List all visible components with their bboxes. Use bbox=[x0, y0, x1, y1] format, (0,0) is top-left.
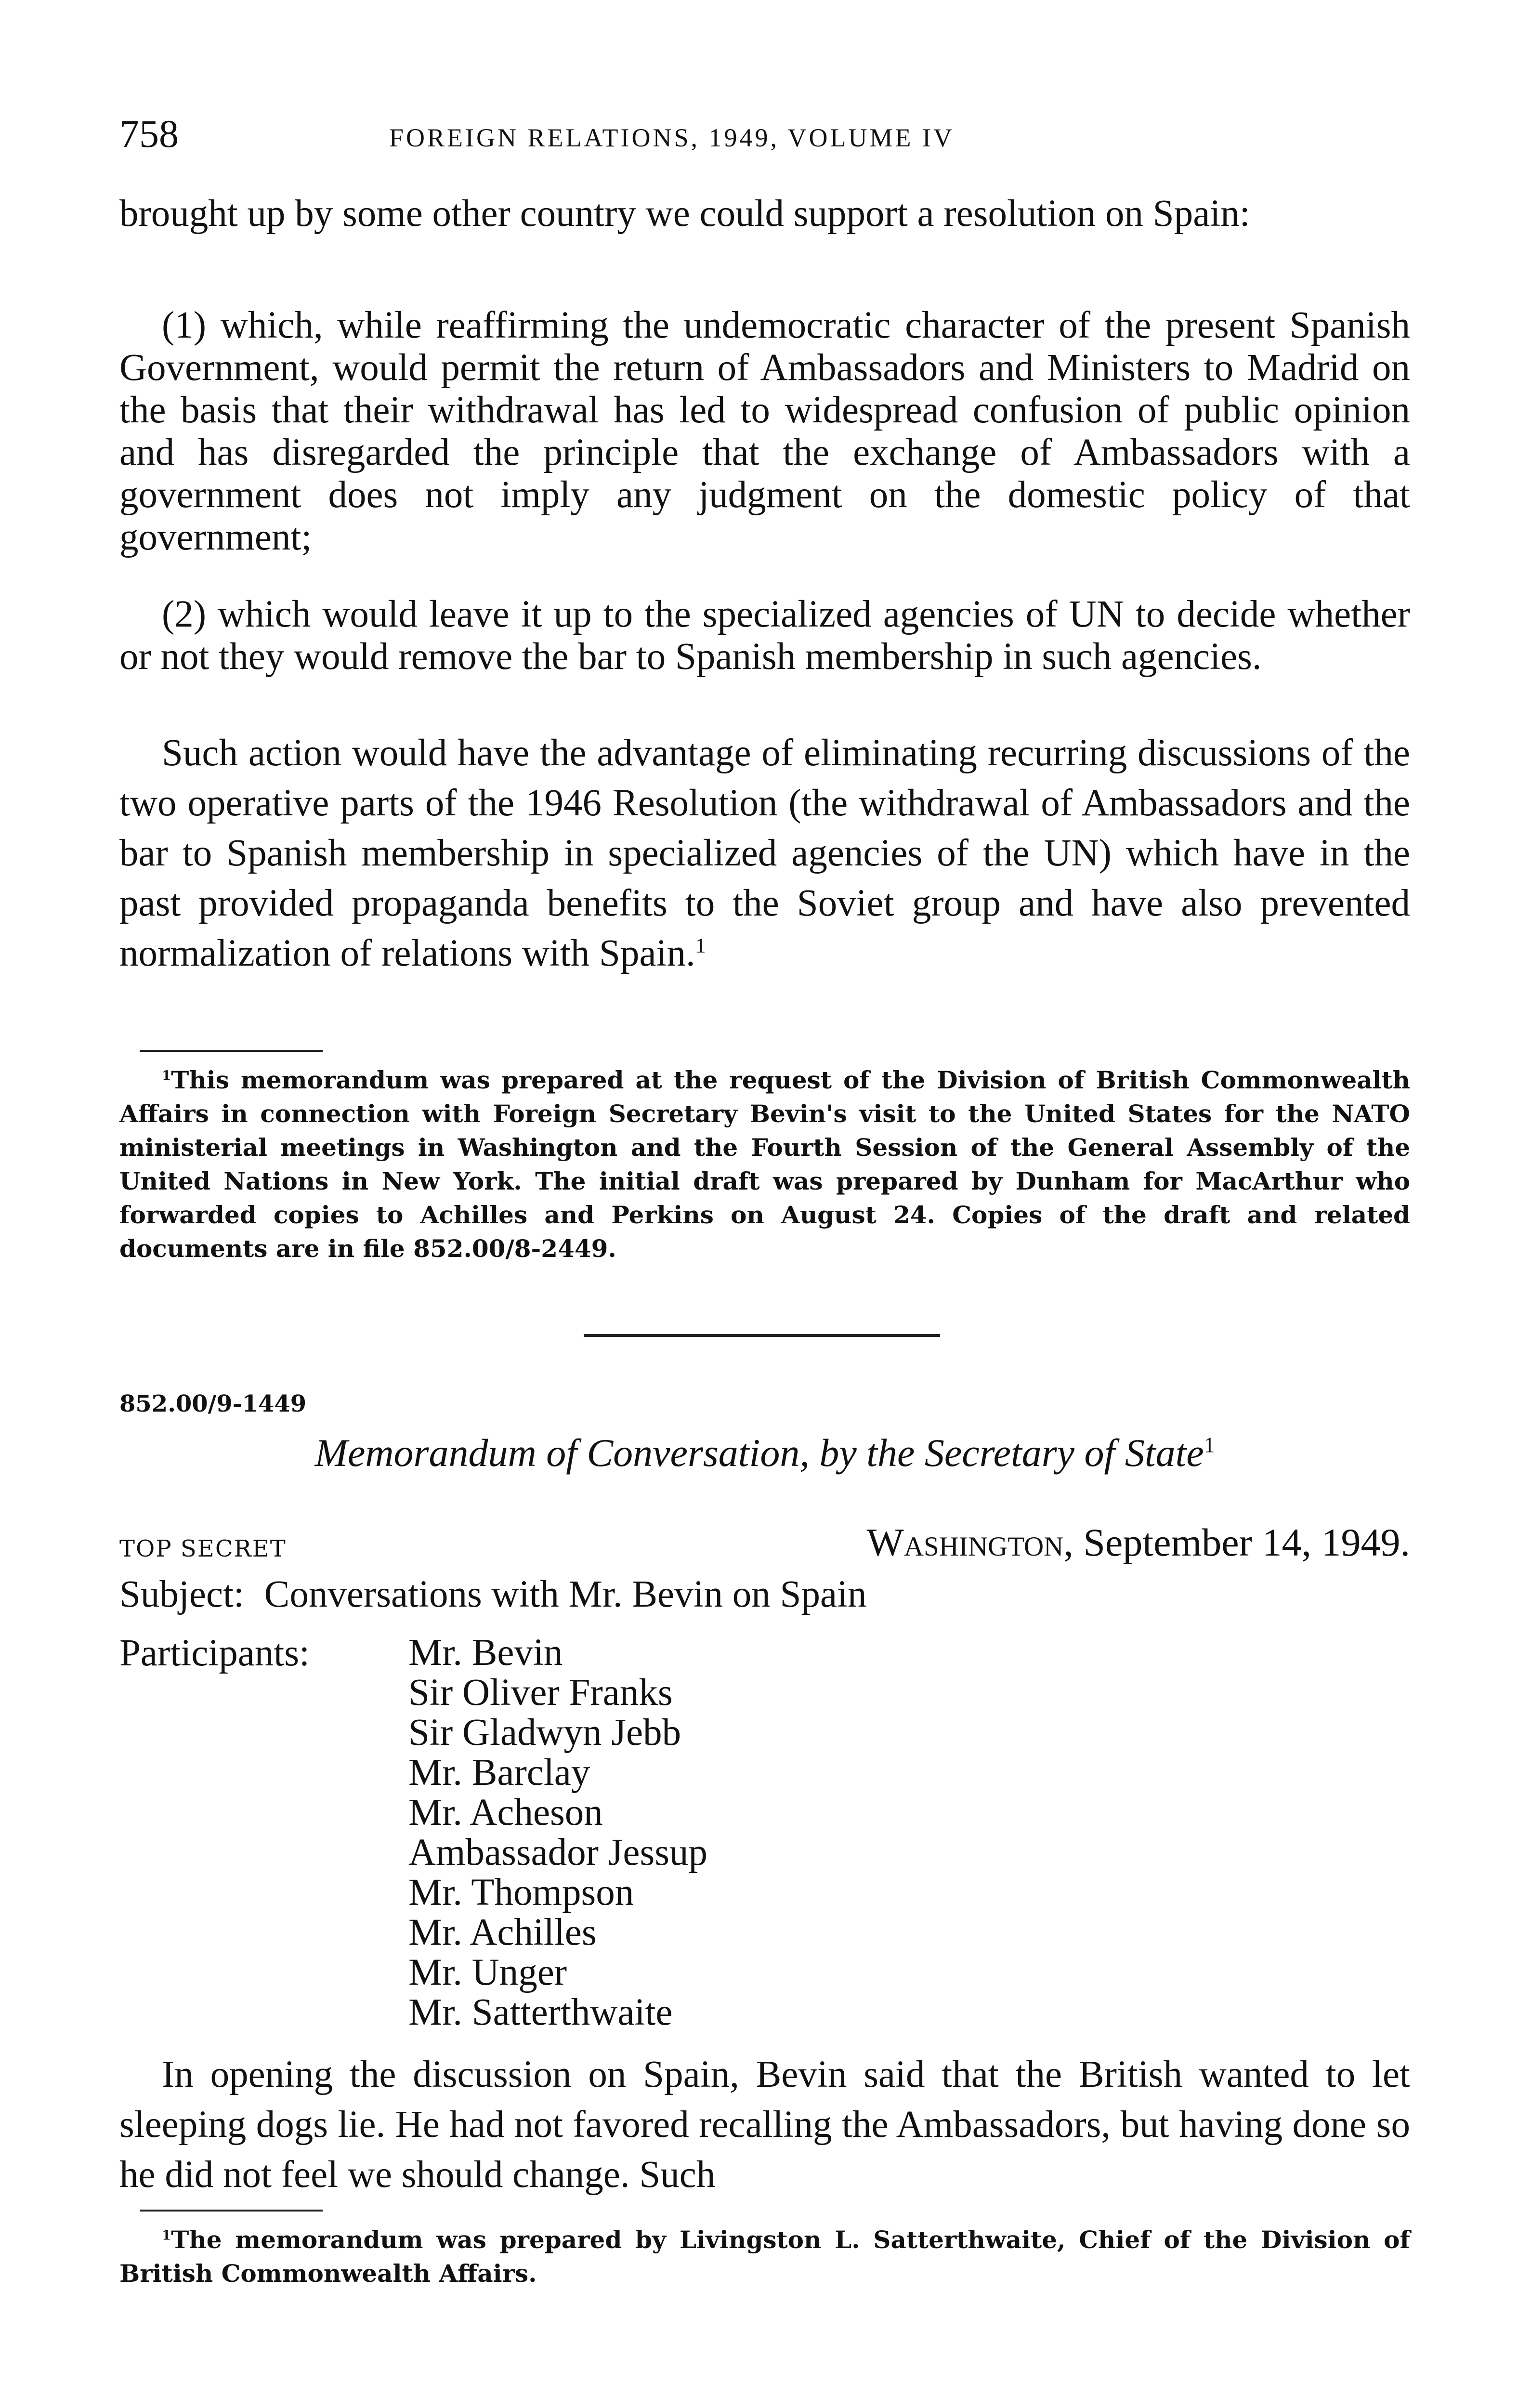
point-one-text: (1) which, while reaffirming the undemocratic character of the present Spanish Government, would permit the return of Ambassadors and Ministers to Madrid on the basis that their withdrawal has led to widespread confusion of public opinion and has disregarded the principle that the exchange of Ambassadors with a government does not imply any judgment on the domestic policy of that government; bbox=[119, 304, 1410, 558]
action-text: Such action would have the advantage of eliminating recurring discussions of the two operative parts of the 1946 Resolution (the withdrawal of Ambassadors and the bar to Spanish membership in specialized agencies of the UN) which have in the past provided propaganda benefits to the Soviet group and have also prevented normalization of relations with Spain. bbox=[119, 732, 1410, 974]
page-number: 758 bbox=[119, 112, 179, 156]
footnote-rule bbox=[140, 2210, 323, 2212]
intro-text: brought up by some other country we could support a resolution on Spain: bbox=[119, 193, 1250, 235]
point-one bbox=[119, 304, 1410, 559]
footnote-one-body: This memorandum was prepared at the request of the Division of British Commonwealth Affairs in connection with Foreign Secretary Bevin's visit to the United States for the NATO ministerial meetings in Washington and the Fourth Session of the General Assembly of the United Nations in New York. The initial draft was prepared by Dunham for MacArthur who forwarded copies to Achilles and Perkins on August 24. Copies of the draft and related documents are in file 852.00/8-2449. bbox=[119, 1066, 1410, 1263]
footnote-two-text bbox=[119, 2223, 1410, 2290]
opening-paragraph bbox=[119, 2050, 1410, 2200]
continuation-intro bbox=[119, 189, 1410, 239]
subject-text: Conversations with Mr. Bevin on Spain bbox=[264, 1573, 867, 1615]
footnote-rule bbox=[140, 1050, 323, 1052]
participant: Mr. Acheson bbox=[408, 1792, 603, 1833]
section-separator bbox=[584, 1334, 940, 1337]
participant: Mr. Achilles bbox=[408, 1911, 597, 1953]
title-footnote-ref: 1 bbox=[1204, 1433, 1215, 1457]
footnote-two-marker: 1 bbox=[162, 2227, 171, 2243]
footnote-two-body: The memorandum was prepared by Livingston L. Satterthwaite, Chief of the Division of British Commonwealth Affairs. bbox=[119, 2225, 1410, 2288]
participant: Sir Gladwyn Jebb bbox=[408, 1712, 681, 1754]
dateline bbox=[866, 1520, 1410, 1565]
classification-label: TOP SECRET bbox=[119, 1535, 287, 1562]
footnote-ref: 1 bbox=[695, 934, 706, 957]
running-head: FOREIGN RELATIONS, 1949, VOLUME IV bbox=[389, 123, 955, 152]
dateline-date: , September 14, 1949. bbox=[1063, 1520, 1410, 1564]
page-header bbox=[119, 110, 1410, 168]
participant: Sir Oliver Franks bbox=[408, 1672, 673, 1714]
participant: Ambassador Jessup bbox=[408, 1832, 707, 1873]
participant: Mr. Unger bbox=[408, 1951, 567, 1993]
participant: Mr. Bevin bbox=[408, 1632, 563, 1674]
subject-row bbox=[119, 1574, 866, 1615]
point-two bbox=[119, 593, 1410, 678]
opening-paragraph-text: In opening the discussion on Spain, Bevin said that the British wanted to let sleeping dogs lie. He had not favored recalling the Ambassadors, but having done so he did not feel we should change. Such bbox=[119, 2054, 1410, 2196]
participants-label: Participants: bbox=[119, 1632, 310, 1674]
participant: Mr. Barclay bbox=[408, 1752, 590, 1793]
footnote-one-marker: 1 bbox=[162, 1068, 171, 1084]
document-title bbox=[119, 1426, 1410, 1479]
footnote-two bbox=[119, 2223, 1410, 2290]
dateline-place: Washington bbox=[866, 1520, 1064, 1564]
participant: Mr. Thompson bbox=[408, 1871, 634, 1913]
footnote-one-text bbox=[119, 1063, 1410, 1266]
file-number-text: 852.00/9-1449 bbox=[119, 1390, 307, 1417]
action-paragraph-text bbox=[119, 728, 1410, 979]
point-two-text: (2) which would leave it up to the specialized agencies of UN to decide whether or not they would remove the bar to Spanish membership in such agencies. bbox=[119, 593, 1410, 678]
document-title-text bbox=[119, 1426, 1410, 1479]
file-number bbox=[119, 1387, 1410, 1421]
subject-label: Subject: bbox=[119, 1573, 244, 1615]
title-text: Memorandum of Conversation, by the Secretary of State bbox=[314, 1431, 1204, 1475]
participant: Mr. Satterthwaite bbox=[408, 1991, 673, 2033]
participants-list bbox=[408, 1633, 707, 2032]
footnote-one bbox=[119, 1063, 1410, 1266]
action-paragraph bbox=[119, 728, 1410, 979]
